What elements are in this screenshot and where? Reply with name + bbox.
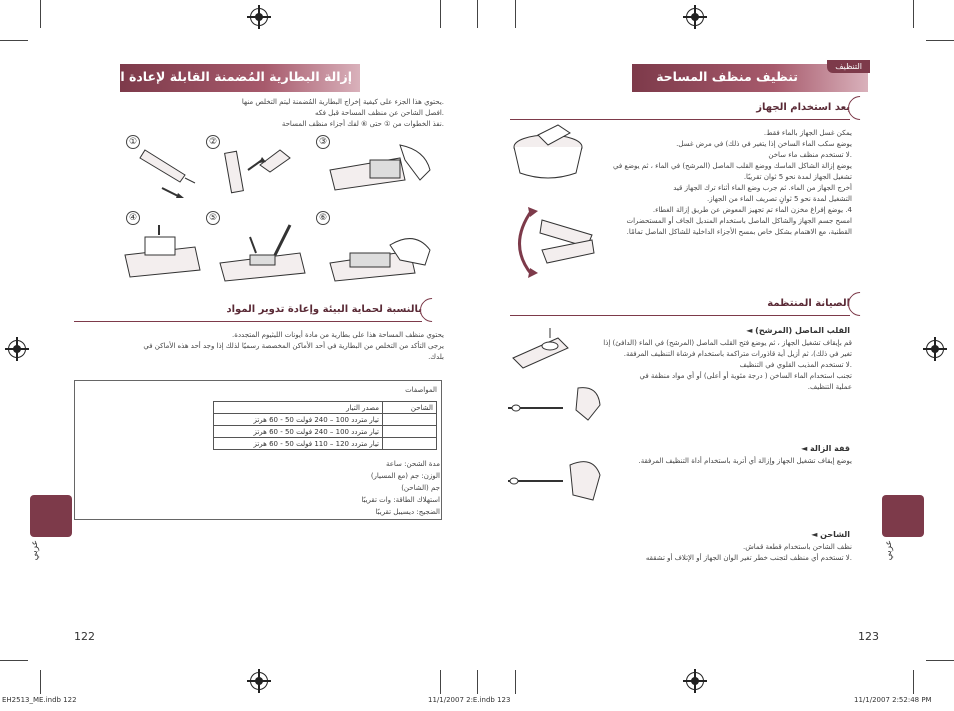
table-cell: تيار متردد 120 – 110 فولت 50 - 60 هرتز	[214, 438, 383, 450]
table-cell	[383, 426, 437, 438]
table-row	[214, 438, 437, 450]
table-row	[214, 402, 437, 414]
left-section2-line: يحتوي منظف المساحة هذا على بطارية من مادة أيونات الليثيوم المتجددة.	[232, 331, 444, 339]
footer-date-right: 11/1/2007 2:52:48 PM	[854, 696, 932, 704]
right-section1-line: تشغيل الجهاز لمدة نحو 5 ثوان تقريبًا.	[743, 173, 852, 181]
right-section1-line: التشغيل لمدة نحو 5 ثوانٍ تصريف الماء من الجهاز.	[706, 195, 852, 203]
spec-detail	[305, 471, 440, 481]
registration-mark	[686, 672, 704, 690]
step-number: ⑤	[206, 211, 220, 225]
crop-mark	[913, 670, 914, 694]
step-number: ④	[126, 211, 140, 225]
right-sub1-line: تجنب استخدام الماء الساخن ( درجة مئوية أو أعلى) أو أي مواد منظفة في	[639, 372, 852, 380]
left-section2-line: يرجى التأكد من التخلص من البطارية في أحد الأماكن المخصصة رسميًا لذلك إذا وجد أحد هذه الأماكن في	[143, 342, 444, 350]
crop-mark	[0, 40, 28, 41]
right-section1-line: .لا تستخدم منظف ماء ساخن	[768, 151, 852, 159]
table-cell	[383, 414, 437, 426]
right-tag: التنظيف	[827, 60, 870, 73]
section-divider	[510, 119, 850, 120]
right-section2-title	[640, 298, 850, 316]
specifications-box	[74, 380, 442, 520]
step6-illustration	[330, 225, 440, 285]
right-sub1-line: .لا تستخدم المذيب القلوي في التنظيف	[739, 361, 852, 369]
step2-illustration	[220, 140, 300, 200]
filter-illustration	[508, 328, 598, 373]
right-sub3-line: .لا تستخدم أي منظف لتجنب خطر تغير الوان الجهاز أو الإتلاف أو تشققه	[645, 554, 852, 562]
right-sub1-line: تغير في ذلك)، ثم أزيل أية قاذورات متراكمة باستخدام فرشاة التنظيف المرفقة.	[623, 350, 852, 358]
crop-mark	[926, 40, 954, 41]
registration-mark	[8, 340, 26, 358]
step-number: ①	[126, 135, 140, 149]
spec-detail	[305, 483, 440, 493]
right-section1-line: امسح جسم الجهاز والشاكل الماصل باستخدام المنديل الجاف أو المستحضرات	[626, 217, 852, 225]
crop-mark	[440, 0, 441, 28]
right-section1-line: القطنية، مع الاهتمام بشكل خاص بمسح الأجزاء الداخلية للشاكل الماصل تمامًا.	[626, 228, 852, 236]
brush-illustration	[508, 380, 603, 420]
crop-mark	[0, 660, 28, 661]
left-section2-title	[160, 304, 422, 322]
right-sub2-title: قفة الزالة ◄	[801, 444, 850, 453]
right-sub2-line: يوضع إيقاف تشغيل الجهاز وإزالة أي أتربة باستخدام أداة التنظيف المرفقة.	[638, 457, 852, 465]
left-section2-title-text: بالنسبة لحماية البيئة وإعادة تدوير المواد	[226, 304, 422, 315]
crop-mark	[926, 660, 954, 661]
registration-mark	[250, 672, 268, 690]
left-intro-line: .افصل الشاحن عن منظف المساحة قبل فكه	[314, 109, 444, 117]
right-section2-title-text: الصيانة المنتظمة	[767, 298, 850, 309]
nozzle-illustration	[508, 455, 603, 500]
spec-detail	[305, 495, 440, 505]
step1-illustration	[140, 140, 200, 200]
registration-mark	[250, 8, 268, 26]
shake-illustration	[512, 205, 602, 280]
left-intro-line: .يحتوي هذا الجزء على كيفية إخراج البطارية المُضمنة ليتم التخلص منها	[241, 98, 444, 106]
spec-table	[213, 401, 437, 450]
step-number: ⑥	[316, 211, 330, 225]
spec-detail-value: جم (الشاحن)	[401, 484, 440, 492]
right-section1-line: أخرج الجهاز من الماء. ثم جرب وضع الماء أثناء ترك الجهاز قيد	[673, 184, 852, 192]
section-divider	[510, 315, 850, 316]
spec-detail-label: الضجيج:	[416, 508, 440, 516]
spec-title: المواصفات	[405, 386, 437, 394]
right-section1-line: يوضع إزالة الشاكل الماسك ووضع القلب الماصل (المرشح) في الماء ، ثم يوضع في	[612, 162, 852, 170]
spec-detail-value: جم (مع المسيار)	[370, 472, 420, 480]
registration-mark	[926, 340, 944, 358]
left-language-tab	[30, 495, 72, 537]
crop-mark	[515, 0, 516, 28]
spec-detail	[305, 459, 440, 469]
right-page-title: تنظيف منظف المساحة	[656, 69, 798, 84]
right-language-tab	[882, 495, 924, 537]
step4-illustration	[125, 225, 205, 285]
spec-detail-label: الوزن:	[421, 472, 440, 480]
table-header: الشاحن	[383, 402, 437, 414]
left-title-bar	[82, 64, 360, 92]
right-sub3-line: نظف الشاحن باستخدام قطعة قماش.	[743, 543, 852, 551]
left-page-number: 122	[74, 630, 95, 643]
crop-mark	[40, 0, 41, 28]
right-language-word: عربي	[884, 540, 894, 561]
step-number: ②	[206, 135, 220, 149]
left-page-title: إزالة البطارية المُضمنة القابلة لإعادة الشحن	[82, 69, 352, 84]
step5-illustration	[220, 225, 310, 285]
right-section1-line: يوضع سكب الماء الساخن إذا يتغير في ذلك) في مرض غسل.	[676, 140, 852, 148]
spec-detail-label: استهلاك الطاقة:	[393, 496, 440, 504]
spec-detail-label: مدة الشحن:	[404, 460, 440, 468]
crop-mark	[40, 670, 41, 694]
spec-detail-value: وات تقريبًا	[361, 496, 392, 504]
crop-mark	[515, 670, 516, 694]
right-title-bar	[632, 64, 868, 92]
left-intro-line: .نفذ الخطوات من ① حتى ⑥ لفك أجزاء منظف المساحة	[281, 120, 444, 128]
left-language-word: عربي	[30, 540, 40, 561]
right-sub1-line: عملية التنظيف.	[807, 383, 852, 391]
right-sub3-title: الشاحن ◄	[811, 530, 850, 539]
registration-mark	[686, 8, 704, 26]
crop-mark	[477, 670, 478, 694]
right-section1-title-text: بعد استخدام الجهاز	[756, 102, 850, 113]
table-row	[214, 426, 437, 438]
step3-illustration	[330, 140, 440, 200]
spec-detail-value: ساعة	[385, 460, 402, 468]
footer-date-left: 11/1/2007 2:E.indb 123	[428, 696, 511, 704]
table-header: مصدر التيار	[214, 402, 383, 414]
right-section1-title	[640, 102, 850, 120]
spec-detail	[305, 507, 440, 517]
table-cell: تيار متردد 100 – 240 فولت 50 - 60 هرتز	[214, 414, 383, 426]
crop-mark	[477, 0, 478, 28]
right-sub1-line: قم بإيقاف تشغيل الجهاز ، ثم يوضع فتح القلب الماصل (المرشح) في الماء (الدافئ) إذا	[603, 339, 852, 347]
right-page-number: 123	[858, 630, 879, 643]
step-number: ③	[316, 135, 330, 149]
right-sub1-title: القلب الماصل (المرشح) ◄	[746, 326, 850, 335]
left-section2-line: بلدك.	[428, 353, 444, 361]
right-section1-line: يمكن غسل الجهاز بالماء فقط.	[763, 129, 852, 137]
table-row	[214, 414, 437, 426]
spec-detail-value: ديسيبل تقريبًا	[375, 508, 415, 516]
table-cell: تيار متردد 100 – 240 فولت 50 - 60 هرتز	[214, 426, 383, 438]
crop-mark	[913, 0, 914, 28]
wash-bowl-illustration	[508, 125, 588, 185]
footer-file: EH2513_ME.indb 122	[2, 696, 77, 704]
table-cell	[383, 438, 437, 450]
crop-mark	[440, 670, 441, 694]
section-divider	[74, 321, 422, 322]
right-section1-line: 4. يوضع إفراغ مخزن الماء تم تجهيز المعوض عن طريق إزالة الغطاء.	[652, 206, 852, 214]
